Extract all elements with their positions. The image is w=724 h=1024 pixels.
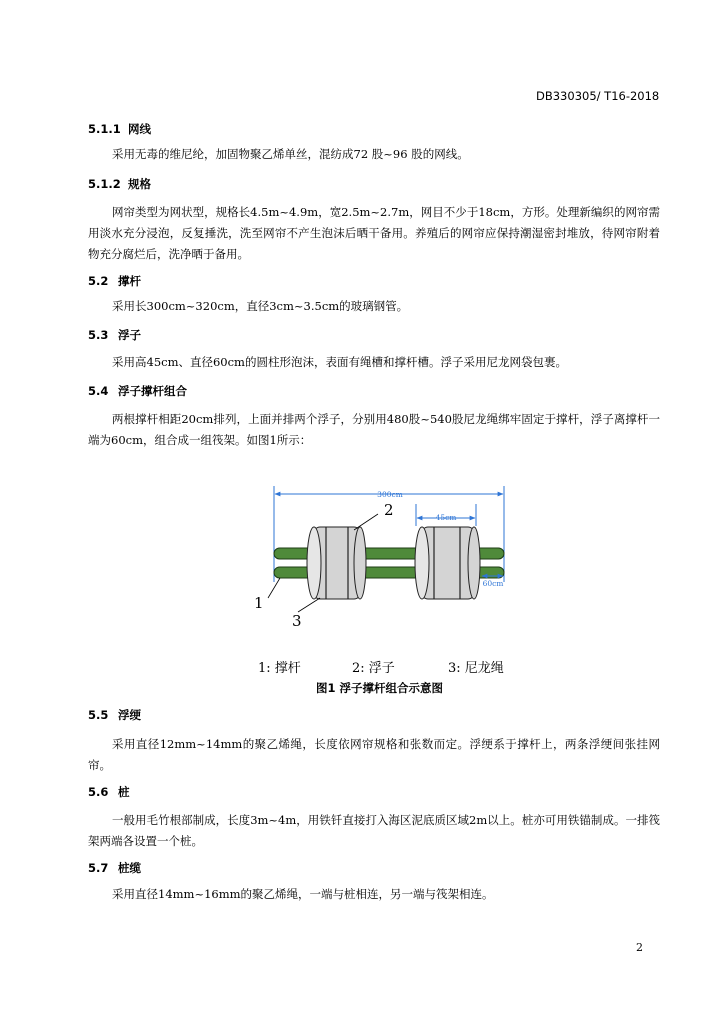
section-title: 浮子 [118, 328, 141, 342]
document-number: DB330305/ T16-2018 [536, 89, 660, 103]
section-heading-5-6 [88, 784, 130, 800]
figure-caption: 图1 浮子撑杆组合示意图 [316, 681, 444, 695]
section-title: 桩 [118, 785, 130, 799]
section-number: 5.6 [88, 785, 109, 799]
callout-label-2: 2 [384, 501, 394, 519]
section-body-5-3: 采用高45cm、直径60cm的圆柱形泡沫，表面有绳槽和撑杆槽。浮子采用尼龙网袋包裹。 [112, 355, 567, 369]
section-number: 5.7 [88, 861, 109, 875]
dim-label-total: 300cm [377, 490, 403, 499]
section-body-5-6: 一般用毛竹根部制成，长度3m~4m，用铁钎直接打入海区泥底质区域2m以上。桩亦可用铁锚制成。一排筏架两端各设置一个桩。 [88, 813, 660, 848]
float-left [307, 527, 366, 599]
section-body-5-4: 两根撑杆相距20cm排列，上面并排两个浮子，分别用480股~540股尼龙绳绑牢固定于撑杆，浮子离撑杆一端为60cm，组合成一组筏架。如图1所示： [88, 412, 660, 447]
dim-label-end: 60cm [482, 579, 504, 588]
section-heading-5-7 [88, 860, 141, 876]
callout-label-3: 3 [292, 612, 302, 630]
legend-item-1: 1: 撑杆 [258, 661, 301, 676]
leader-line-3 [298, 598, 320, 612]
section-heading-5-3 [88, 327, 141, 343]
section-heading-5-5 [88, 707, 141, 723]
section-number: 5.4 [88, 384, 109, 398]
callout-label-1: 1 [254, 594, 264, 612]
legend-item-3: 3: 尼龙绳 [448, 661, 504, 676]
float-right [415, 527, 480, 599]
section-number: 5.1.2 [88, 177, 121, 191]
section-body-5-1-1: 采用无毒的维尼纶，加固物聚乙烯单丝，混纺成72 股~96 股的网线。 [112, 147, 469, 161]
section-heading-5-1-1 [88, 121, 151, 137]
section-body-5-5: 采用直径12mm~14mm的聚乙烯绳，长度依网帘规格和张数而定。浮绠系于撑杆上，两条浮绠间张挂网帘。 [88, 737, 660, 772]
section-title: 浮子撑杆组合 [118, 384, 187, 398]
section-number: 5.1.1 [88, 122, 121, 136]
section-number: 5.3 [88, 328, 109, 342]
dim-label-float: 45cm [435, 513, 457, 522]
section-title: 浮绠 [118, 708, 141, 722]
section-number: 5.5 [88, 708, 109, 722]
section-body-5-7: 采用直径14mm~16mm的聚乙烯绳，一端与桩相连，另一端与筏架相连。 [112, 887, 494, 901]
legend-item-2: 2: 浮子 [352, 661, 395, 676]
section-body-5-2: 采用长300cm~320cm，直径3cm~3.5cm的玻璃钢管。 [112, 299, 409, 313]
float-pole-diagram [250, 480, 520, 630]
leader-line-2 [354, 514, 378, 530]
section-heading-5-1-2 [88, 176, 151, 192]
section-body-5-1-2: 网帘类型为网状型，规格长4.5m~4.9m，宽2.5m~2.7m，网目不少于18cm，方形。处理新编织的网帘需用淡水充分浸泡，反复捶洗，洗至网帘不产生泡沫后晒干备用。养殖后的网帘应保持潮湿密封堆放，待网帘附着物充分腐烂后，洗净晒于备用。 [88, 205, 660, 261]
section-title: 撑杆 [118, 274, 141, 288]
section-heading-5-4 [88, 383, 187, 399]
section-number: 5.2 [88, 274, 109, 288]
section-title: 桩缆 [118, 861, 141, 875]
page-number: 2 [636, 941, 643, 954]
section-title: 规格 [128, 177, 151, 191]
section-title: 网线 [128, 122, 151, 136]
section-heading-5-2 [88, 273, 141, 289]
